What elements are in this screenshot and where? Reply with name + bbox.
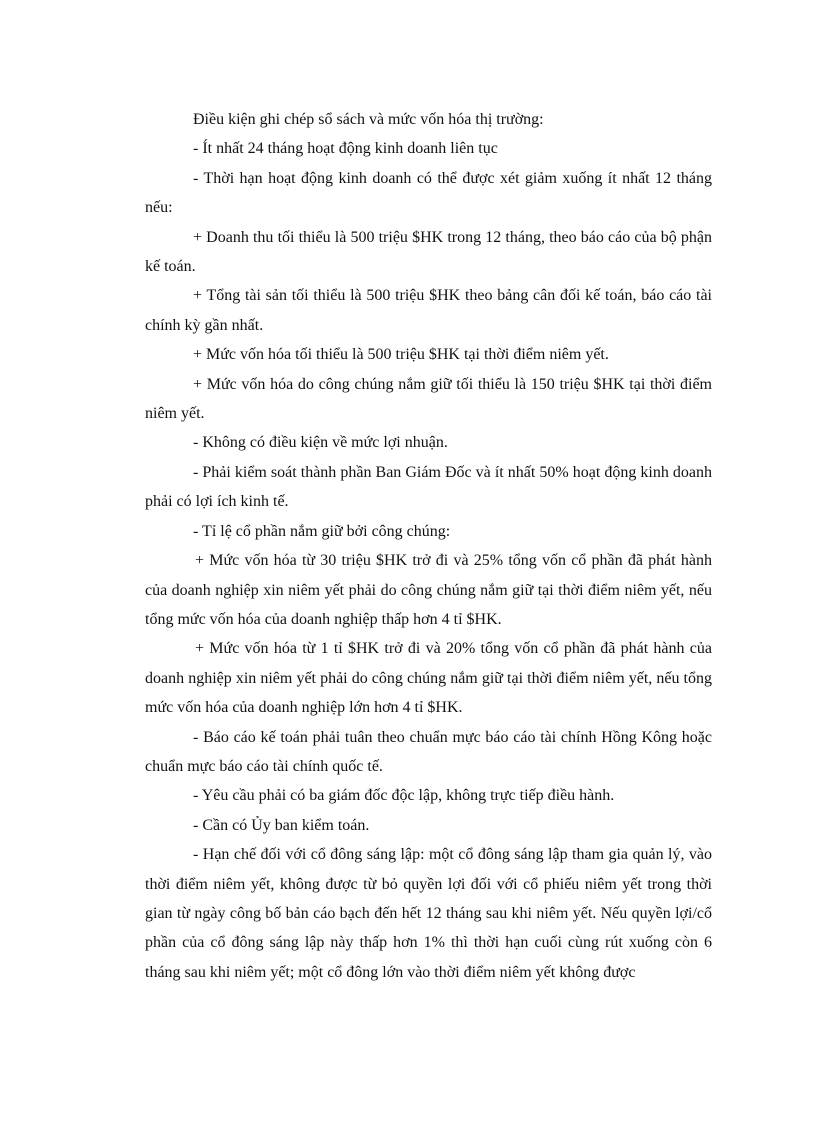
paragraph-heading-conditions: Điều kiện ghi chép sổ sách và mức vốn hóa thị trường: xyxy=(193,111,544,128)
paragraph-shareholding-25-percent: + Mức vốn hóa từ 30 triệu $HK trở đi và 25% tổng vốn cổ phần đã phát hành của doanh nghiệp xin niêm yết phải do công chúng nắm giữ tại thời điểm niêm yết, nếu tổng mức vốn hóa của doanh nghiệp thấp hơn 4 tỉ $HK. xyxy=(145,552,712,628)
paragraph-reduced-period: - Thời hạn hoạt động kinh doanh có thể được xét giảm xuống ít nhất 12 tháng nếu: xyxy=(145,169,712,217)
paragraph-public-market-cap: + Mức vốn hóa do công chúng nắm giữ tối thiểu là 150 triệu $HK tại thời điểm niêm yết. xyxy=(145,375,712,423)
paragraph-no-profit-condition: - Không có điều kiện về mức lợi nhuận. xyxy=(193,434,448,452)
paragraph-min-revenue: + Doanh thu tối thiểu là 500 triệu $HK trong 12 tháng, theo báo cáo của bộ phận kế toán. xyxy=(145,228,712,276)
paragraph-min-assets: + Tổng tài sản tối thiểu là 500 triệu $HK theo bảng cân đối kế toán, báo cáo tài chính kỳ gần nhất. xyxy=(145,287,712,334)
paragraph-min-market-cap: + Mức vốn hóa tối thiểu là 500 triệu $HK tại thời điểm niêm yết. xyxy=(193,346,609,364)
document-page xyxy=(145,105,712,987)
paragraph-public-shareholding: - Tỉ lệ cổ phần nắm giữ bởi công chúng: xyxy=(193,522,451,540)
paragraph-board-control: - Phải kiểm soát thành phần Ban Giám Đốc và ít nhất 50% hoạt động kinh doanh phải có lợi ích kinh tế. xyxy=(145,463,712,511)
paragraph-audit-committee: - Cần có Ủy ban kiểm toán. xyxy=(193,816,370,834)
paragraph-independent-directors: - Yêu cầu phải có ba giám đốc độc lập, không trực tiếp điều hành. xyxy=(193,787,615,805)
paragraph-shareholding-20-percent: + Mức vốn hóa từ 1 tỉ $HK trở đi và 20% tổng vốn cổ phần đã phát hành của doanh nghiệp xin niêm yết phải do công chúng nắm giữ tại thời điểm niêm yết, nếu tổng mức vốn hóa của doanh nghiệp lớn hơn 4 tỉ $HK. xyxy=(145,640,712,717)
paragraph-founder-restrictions: - Hạn chế đối với cổ đông sáng lập: một cổ đông sáng lập tham gia quản lý, vào thời điểm niêm yết, không được từ bỏ quyền lợi đối với cổ phiếu niêm yết trong thời gian từ ngày công bố bản cáo bạch đến hết 12 tháng sau khi niêm yết. Nếu quyền lợi/cổ phần của cổ đông sáng lập này thấp hơn 1% thì thời hạn cuối cùng rút xuống còn 6 tháng sau khi niêm yết; một cổ đông lớn vào thời điểm niêm yết không được xyxy=(145,846,712,981)
paragraph-accounting-standards: - Báo cáo kế toán phải tuân theo chuẩn mực báo cáo tài chính Hồng Kông hoặc chuẩn mực báo cáo tài chính quốc tế. xyxy=(145,728,712,775)
paragraph-operating-period: - Ít nhất 24 tháng hoạt động kinh doanh liên tục xyxy=(193,140,498,158)
